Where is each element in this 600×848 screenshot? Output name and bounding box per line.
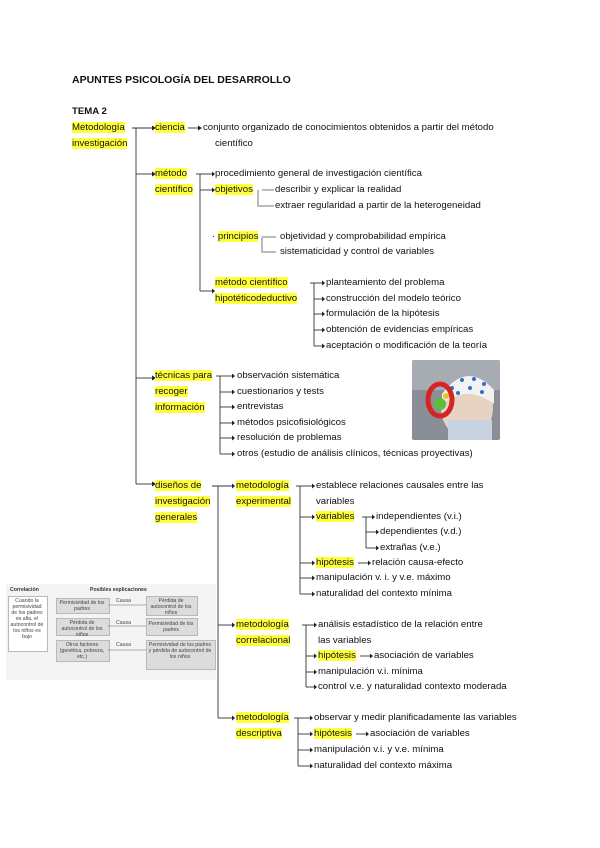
experimental-item-cont: variables xyxy=(316,496,355,507)
figure-heading-explicaciones: Posibles explicaciones xyxy=(90,587,147,593)
descriptiva-node: metodología descriptiva xyxy=(236,712,289,739)
experimental-item: manipulación v. i. y v.e. máximo xyxy=(316,572,451,583)
variables-item: extrañas (v.e.) xyxy=(380,542,441,553)
figure-box: Permisividad de los padres xyxy=(59,600,105,612)
objetivos-node: objetivos xyxy=(215,184,253,195)
correlation-figure xyxy=(6,584,216,680)
variables-node: variables xyxy=(316,511,355,522)
descriptiva-hipotesis-text: asociación de variables xyxy=(370,728,470,739)
metodo-node: método científico xyxy=(155,168,193,195)
principios-node: · principios xyxy=(212,231,259,242)
descriptiva-item: naturalidad del contexto máxima xyxy=(314,760,453,771)
figure-box: Pérdida de autocontrol de los niños xyxy=(61,620,103,638)
figure-cause: Causa xyxy=(116,598,131,604)
hipotetico-item: aceptación o modificación de la teoría xyxy=(326,340,488,351)
experimental-hipotesis-text: relación causa-efecto xyxy=(372,557,464,568)
tecnicas-item: otros (estudio de análisis clínicos, técnicas proyectivas) xyxy=(237,448,473,459)
ciencia-definition-cont: científico xyxy=(215,138,253,149)
hipotetico-item: planteamiento del problema xyxy=(326,277,445,288)
root-label-2: investigación xyxy=(72,138,128,149)
correlacional-item-cont: las variables xyxy=(318,635,372,646)
tecnicas-item: entrevistas xyxy=(237,401,284,412)
descriptiva-item: manipulación v.i. y v.e. mínima xyxy=(314,744,444,755)
hipotetico-item: construcción del modelo teórico xyxy=(326,293,461,304)
figure-cause: Causa xyxy=(116,620,131,626)
correlacional-hipotesis-text: asociación de variables xyxy=(374,650,474,661)
root-node xyxy=(72,122,127,150)
metodo-definition: procedimiento general de investigación científica xyxy=(215,168,422,179)
correlacional-hipotesis: hipótesis xyxy=(318,650,356,661)
experimental-item: establece relaciones causales entre las xyxy=(316,480,484,491)
disenos-node: diseños de investigación generales xyxy=(155,480,211,523)
experimental-item: naturalidad del contexto mínima xyxy=(316,588,452,599)
ciencia-definition: conjunto organizado de conocimientos obtenidos a partir del método xyxy=(203,122,494,133)
principios-item: sistematicidad y control de variables xyxy=(280,246,435,257)
tecnicas-item: resolución de problemas xyxy=(237,432,342,443)
variables-item: dependientes (v.d.) xyxy=(380,526,462,537)
correlacional-item: análisis estadístico de la relación entre xyxy=(318,619,483,630)
descriptiva-item: observar y medir planificadamente las variables xyxy=(314,712,517,723)
hipotetico-item: obtención de evidencias empíricas xyxy=(326,324,474,335)
objetivos-item: extraer regularidad a partir de la heterogeneidad xyxy=(275,200,481,211)
figure-result: Pérdida de autocontrol de los niños xyxy=(150,598,192,616)
tema-heading: TEMA 2 xyxy=(72,106,107,117)
figure-cause: Causa xyxy=(116,642,131,648)
correlacional-item: control v.e. y naturalidad contexto moderada xyxy=(318,681,507,692)
hipotetico-item: formulación de la hipótesis xyxy=(326,308,440,319)
figure-result: Permisividad de los padres xyxy=(148,621,194,633)
ciencia-node: ciencia xyxy=(155,122,185,133)
page-title: APUNTES PSICOLOGÍA DEL DESARROLLO xyxy=(72,74,291,86)
experimental-node: metodología experimental xyxy=(236,480,291,507)
tecnicas-item: observación sistemática xyxy=(237,370,340,381)
experimental-hipotesis: hipótesis xyxy=(316,557,354,568)
tecnicas-node: técnicas para recoger información xyxy=(155,370,213,413)
tecnicas-item: cuestionarios y tests xyxy=(237,386,324,397)
hipotetico-node: método científico hipotéticodeductivo xyxy=(215,277,298,304)
figure-heading-correlacion: Correlación xyxy=(10,587,39,593)
figure-result: Permisividad de los padres y pérdida de autocontrol de los niños xyxy=(148,642,212,660)
tecnicas-item: métodos psicofisiológicos xyxy=(237,417,346,428)
baby-eeg-photo xyxy=(412,360,500,440)
figure-box: Otros factores (genética, pobreza, etc.) xyxy=(59,642,105,660)
correlacional-node: metodología correlacional xyxy=(236,619,291,646)
correlacional-item: manipulación v.i. mínima xyxy=(318,666,423,677)
variables-item: independientes (v.i.) xyxy=(376,511,462,522)
principios-item: objetividad y comprobabilidad empírica xyxy=(280,231,446,242)
root-label-1: Metodología xyxy=(72,122,125,133)
figure-correlation-text: Cuando la permisividad de los padres es alta, el autocontrol de los niños es bajo xyxy=(10,598,44,640)
descriptiva-hipotesis: hipótesis xyxy=(314,728,352,739)
objetivos-item: describir y explicar la realidad xyxy=(275,184,402,195)
